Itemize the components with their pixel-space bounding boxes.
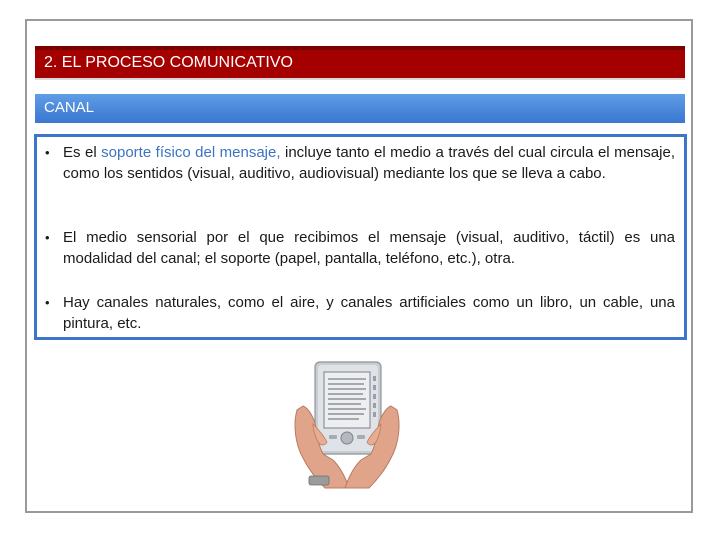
bullet-dot: • — [45, 295, 50, 310]
slide-subtitle: CANAL — [44, 99, 95, 116]
bullet-dot: • — [45, 145, 50, 160]
bullet-item — [45, 292, 675, 334]
bullet-item — [45, 142, 675, 184]
bullet-highlight: soporte físico del mensaje, — [101, 144, 281, 161]
bullet-text: Es el — [63, 144, 102, 161]
content-box — [34, 134, 687, 340]
subtitle-bar — [35, 94, 685, 123]
bullet-text: El medio sensorial por el que recibimos el mensaje (visual, auditivo, táctil) es una modalidad del canal; el soporte (papel, pantalla, teléfono, etc.), otra. — [63, 229, 675, 267]
title-bar — [35, 46, 685, 78]
bullet-text: incluye tanto el medio a través del cual circula el mensaje, como los sentidos (visual, auditivo, audiovisual) mediante los que se lleva a cabo. — [63, 144, 675, 182]
ereader-image — [291, 358, 403, 490]
bullet-item — [45, 227, 675, 269]
bullet-dot: • — [45, 230, 50, 245]
bullet-text: Hay canales naturales, como el aire, y canales artificiales como un libro, un cable, una pintura, etc. — [63, 294, 675, 332]
slide-title: 2. EL PROCESO COMUNICATIVO — [44, 54, 293, 71]
